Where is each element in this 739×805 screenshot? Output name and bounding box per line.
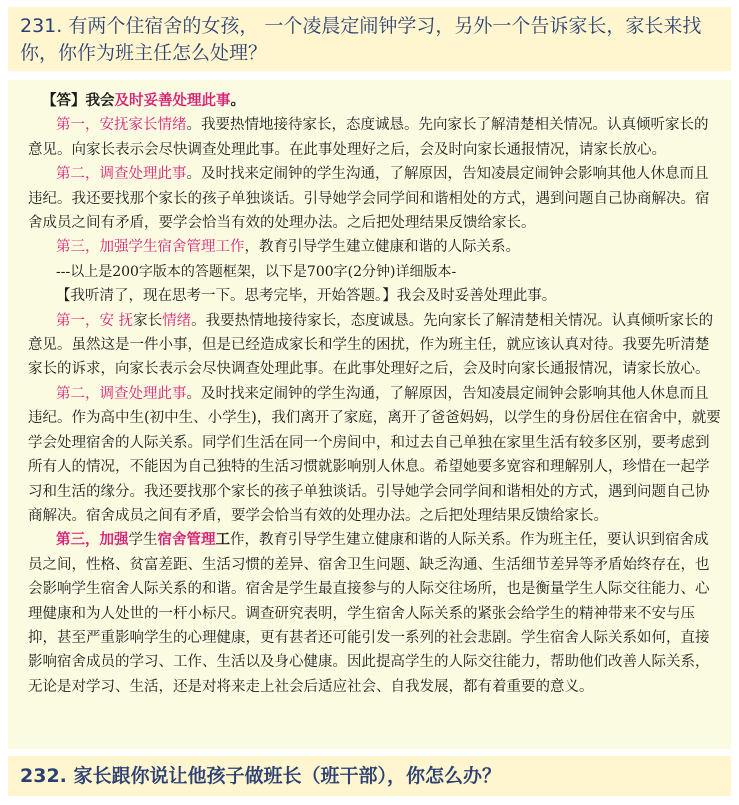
answer-intro: 【答】我会及时妥善处理此事。 [42, 92, 245, 109]
point-3: 第三，加强学生宿舍管理工作，教育引导学生建立健康和谐的人际关系。 [56, 239, 520, 256]
question-232-text: 232. 家长跟你说让他孩子做班长（班干部），你怎么办？ [20, 765, 501, 787]
point-1: 第一，安抚家长情绪。我要热情地接待家长，态度诚恳。先向家长了解清楚相关情况。认真倾听家长的意见。向家长表示会尽快调查处理此事。在此事处理好之后，会及时向家长通报情况，请家长放心。 [28, 117, 709, 158]
question-231-text: 231. 有两个住宿舍的女孩， 一个凌晨定闹钟学习，另外一个告诉家长，家长来找你，你作为班主任怎么处理？ [20, 15, 702, 64]
detail-point-3: 第三，加强学生宿舍管理工作，教育引导学生建立健康和谐的人际关系。作为班主任，要认识到宿舍成员之间，性格、贫富差距、生活习惯的差异、宿舍卫生问题、缺乏沟通、生活细节差异等矛盾始终存在，也会影响学生宿舍人际关系的和谐。宿舍是学生最直接参与的人际交往场所，也是衡量学生人际交往能力、心理健康和为人处世的一杆小标尺。调查研究表明，学生宿舍人际关系的紧张会给学生的精神带来不安与压抑，甚至严重影响学生的心理健康，更有甚者还可能引发一系列的社会悲剧。学生宿舍人际关系如何，直接影响宿舍成员的学习、工作、生活以及身心健康。因此提高学生的人际交往能力，帮助他们改善人际关系，无论是对学习、生活，还是对将来走上社会后适应社会、自我发展，都有着重要的意义。 [28, 531, 710, 695]
point-3-highlight: 加强学生宿舍管理工作 [99, 239, 245, 256]
detail-point-1: 第一，安 抚家长情绪。我要热情地接待家长，态度诚恳。先向家长了解清楚相关情况。认真倾听家长的意见。虽然这是一件小事，但是已经造成家长和学生的困扰，作为班主任，就应该认真对待。我要先听清楚家长的诉求，向家长表示会尽快调查处理此事。在此事处理好之后，会及时向家长通报情况，请家长放心。 [28, 312, 714, 378]
point-1-highlight: 安抚家长情绪 [99, 117, 187, 134]
question-232 [8, 756, 731, 796]
answer-label: 【答】 [42, 93, 86, 109]
point-2: 第二，调查处理此事。及时找来定闹钟的学生沟通，了解原因，告知凌晨定闹钟会影响其他人休息而且违纪。我还要找那个家长的孩子单独谈话。引导她学会同学间和谐相处的方式，遇到问题自己协商解决。宿舍成员之间有矛盾，要学会恰当有效的处理办法。之后把处理结果反馈给家长。 [28, 166, 710, 232]
detail-point-2-highlight: 调查处理此事 [99, 385, 187, 402]
answer-panel [8, 80, 731, 749]
question-231 [8, 7, 731, 71]
detail-point-2: 第二，调查处理此事。及时找来定闹钟的学生沟通，了解原因，告知凌晨定闹钟会影响其他人休息而且违纪。作为高中生(初中生、小学生)，我们离开了家庭，离开了爸爸妈妈，以学生的身份居住在宿舍中，就要学会处理宿舍的人际关系。同学们生活在同一个房间中，和过去自己单独在家里生活有较多区别，要考虑到所有人的情况，不能因为自己独特的生活习惯就影响别人休息。希望她要多宽容和理解别人，珍惜在一起学习和生活的缘分。我还要找那个家长的孩子单独谈话。引导她学会同学间和谐相处的方式，遇到问题自己协商解决。宿舍成员之间有矛盾，要学会恰当有效的处理办法。之后把处理结果反馈给家长。 [28, 385, 721, 524]
point-2-highlight: 调查处理此事 [99, 166, 187, 183]
version-divider: ---以上是200字版本的答题框架，以下是700字(2分钟)详细版本- [56, 263, 457, 280]
intro-highlight: 及时妥善处理此事 [114, 92, 231, 109]
detail-intro: 【我听清了，现在思考一下。思考完毕，开始答题。】我会及时妥善处理此事。 [56, 288, 557, 305]
